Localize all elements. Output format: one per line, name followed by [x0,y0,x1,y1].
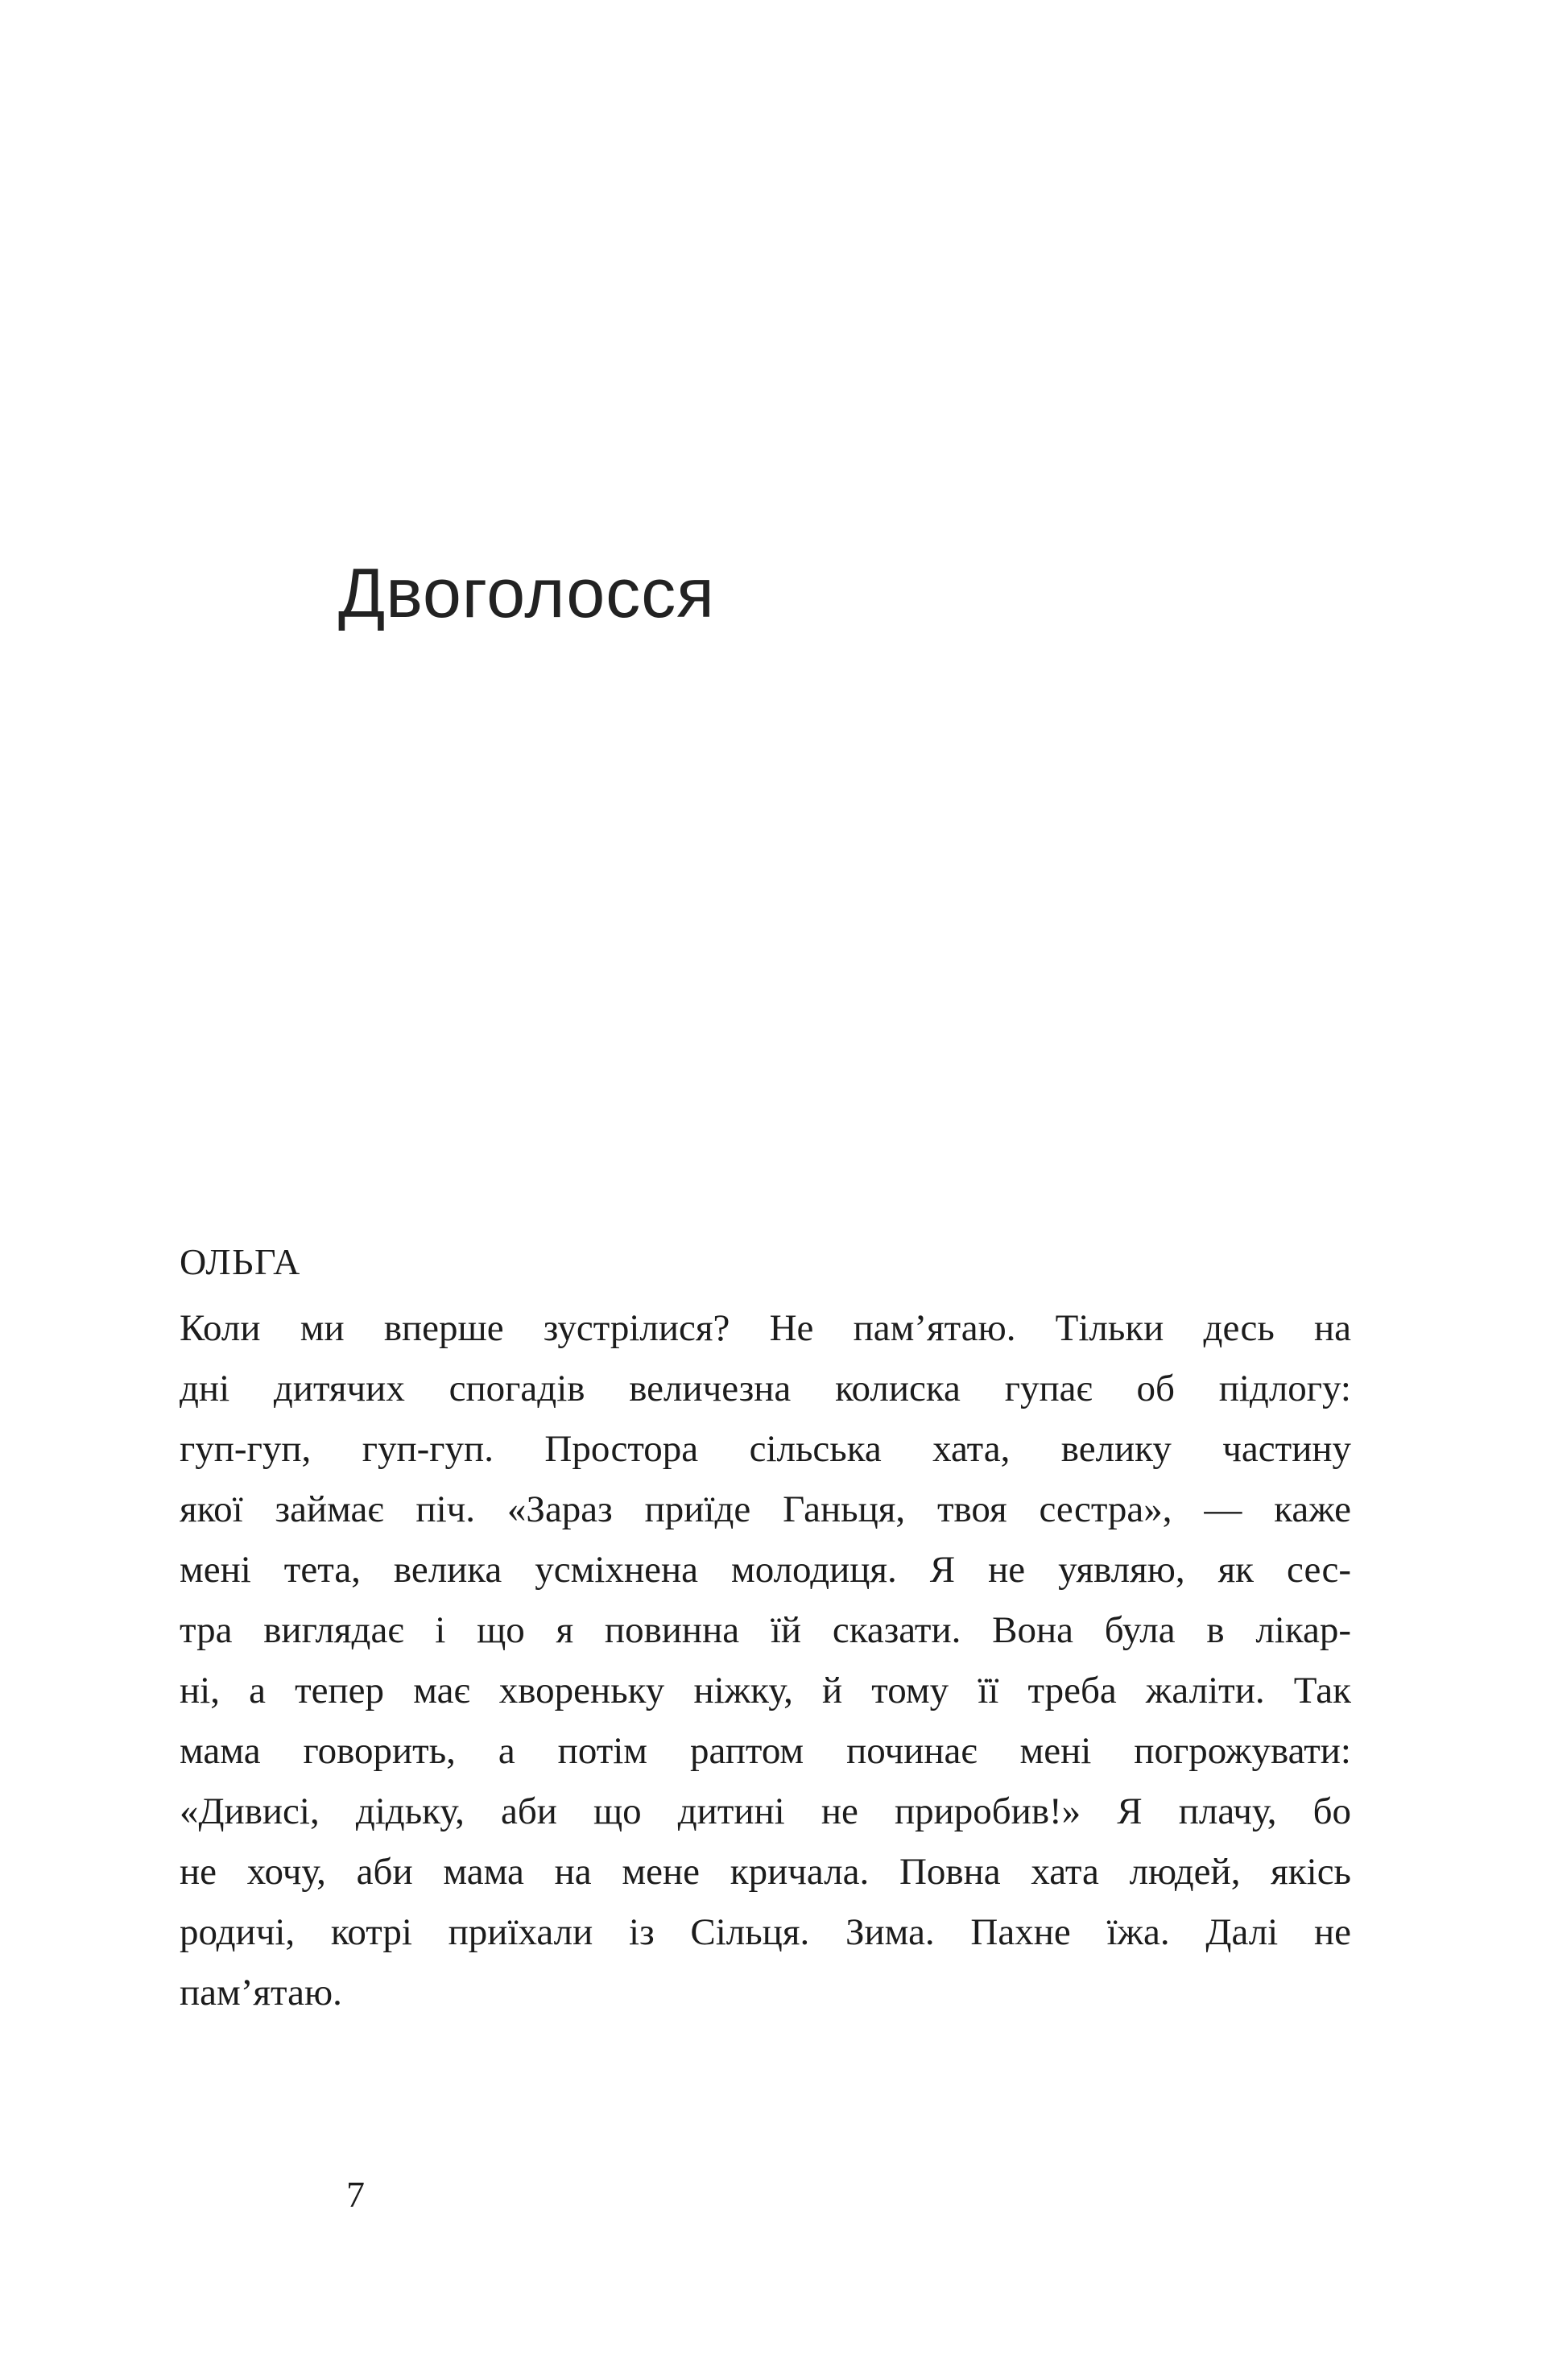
paragraph-line: родичі, котрі приїхали із Сільця. Зима. Пахне їжа. Далі не [180,1911,1351,1953]
paragraph-line: Коли ми вперше зустрілися? Не пам’ятаю. Тільки десь на [180,1307,1351,1349]
body-paragraph [180,1298,1351,2023]
page-number: 7 [346,2174,365,2215]
paragraph-line: тра виглядає і що я повинна їй сказати. Вона була в лікар- [180,1609,1351,1651]
paragraph-line: «Дивисі, дідьку, аби що дитині не приробив!» Я плачу, бо [180,1790,1351,1832]
paragraph-line: пам’ятаю. [180,1972,342,2014]
paragraph-line: якої займає піч. «Зараз приїде Ганьця, твоя сестра», — каже [180,1488,1351,1530]
paragraph-line: дні дитячих спогадів величезна колиска гупає об підлогу: [180,1368,1351,1409]
paragraph-line: гуп-гуп, гуп-гуп. Простора сільська хата, велику частину [180,1428,1351,1470]
paragraph-line: не хочу, аби мама на мене кричала. Повна хата людей, якісь [180,1851,1351,1893]
chapter-title: Двоголосся [338,555,715,632]
paragraph-line: мама говорить, а потім раптом починає мені погрожувати: [180,1730,1351,1772]
paragraph-line: ні, а тепер має хвореньку ніжку, й тому її треба жаліти. Так [180,1670,1351,1712]
paragraph-line: мені тета, велика усміхнена молодиця. Я не уявляю, як сес- [180,1549,1351,1591]
section-heading: ОЛЬГА [180,1241,301,1282]
